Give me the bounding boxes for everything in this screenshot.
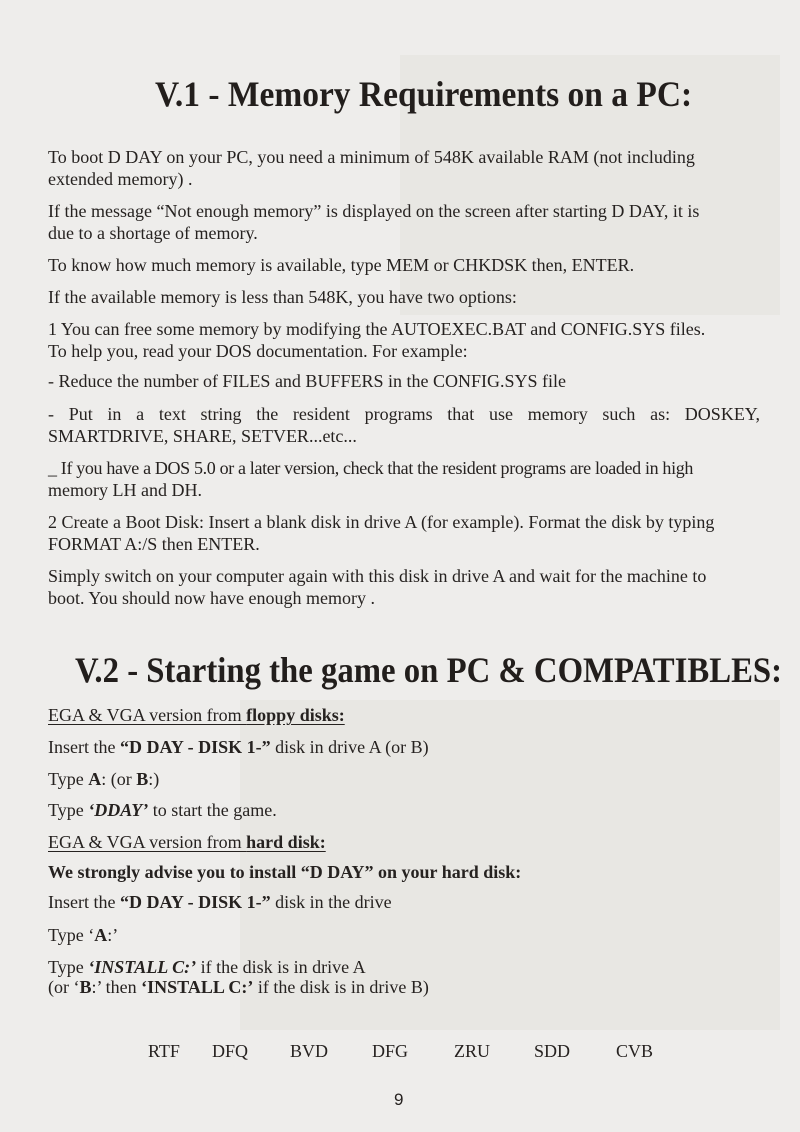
hard-step-1: Insert the “D DAY - DISK 1-” disk in the drive — [48, 892, 392, 912]
para-1-line-1: To boot D DAY on your PC, you need a minimum of 548K available RAM (not including — [48, 147, 695, 167]
bullet-2-line-2: SMARTDRIVE, SHARE, SETVER...etc... — [48, 426, 357, 446]
para-5-line-2: boot. You should now have enough memory . — [48, 588, 375, 608]
para-5-line-1: Simply switch on your computer again with this disk in drive A and wait for the machine to — [48, 566, 707, 586]
code-word: ZRU — [454, 1041, 490, 1061]
section-1-title: V.1 - Memory Requirements on a PC: — [155, 74, 693, 114]
floppy-step-1: Insert the “D DAY - DISK 1-” disk in drive A (or B) — [48, 737, 429, 757]
para-4: If the available memory is less than 548K, you have two options: — [48, 287, 517, 307]
hard-step-4: (or ‘B:’ then ‘INSTALL C:’ if the disk is in drive B) — [48, 977, 429, 997]
para-2-line-2: due to a shortage of memory. — [48, 223, 258, 243]
code-word: DFQ — [212, 1041, 249, 1061]
para-3: To know how much memory is available, type MEM or CHKDSK then, ENTER. — [48, 255, 635, 275]
option-2-line-2: FORMAT A:/S then ENTER. — [48, 534, 260, 554]
code-word: CVB — [616, 1041, 654, 1061]
bullet-2-line-1: - Put in a text string the resident programs that use memory such as: DOSKEY, — [48, 404, 760, 424]
option-2-line-1: 2 Create a Boot Disk: Insert a blank disk in drive A (for example). Format the disk by typing — [48, 512, 715, 532]
bullet-1: - Reduce the number of FILES and BUFFERS in the CONFIG.SYS file — [48, 371, 566, 391]
floppy-heading: EGA & VGA version from floppy disks: — [48, 705, 345, 725]
floppy-step-3: Type ‘DDAY’ to start the game. — [48, 800, 277, 820]
para-1-line-2: extended memory) . — [48, 169, 193, 189]
floppy-step-2: Type A: (or B:) — [48, 769, 160, 789]
hard-step-2: Type ‘A:’ — [48, 925, 119, 945]
code-word: DFG — [372, 1041, 409, 1061]
page-number: 9 — [394, 1090, 404, 1109]
bullet-3-line-2: memory LH and DH. — [48, 480, 202, 500]
code-word: SDD — [534, 1041, 571, 1061]
section-2-title: V.2 - Starting the game on PC & COMPATIBLES: — [75, 650, 783, 690]
code-word: RTF — [148, 1041, 180, 1061]
code-word: BVD — [290, 1041, 329, 1061]
hard-step-3: Type ‘INSTALL C:’ if the disk is in drive A — [48, 957, 366, 977]
install-advice: We strongly advise you to install “D DAY” on your hard disk: — [48, 862, 522, 882]
option-1-line-1: 1 You can free some memory by modifying the AUTOEXEC.BAT and CONFIG.SYS files. — [48, 319, 706, 339]
hard-disk-heading: EGA & VGA version from hard disk: — [48, 832, 326, 852]
para-2-line-1: If the message “Not enough memory” is displayed on the screen after starting D DAY, it is — [48, 201, 700, 221]
bullet-3-line-1: _ If you have a DOS 5.0 or a later version, check that the resident programs are loaded in high — [48, 458, 694, 478]
option-1-line-2: To help you, read your DOS documentation. For example: — [48, 341, 468, 361]
